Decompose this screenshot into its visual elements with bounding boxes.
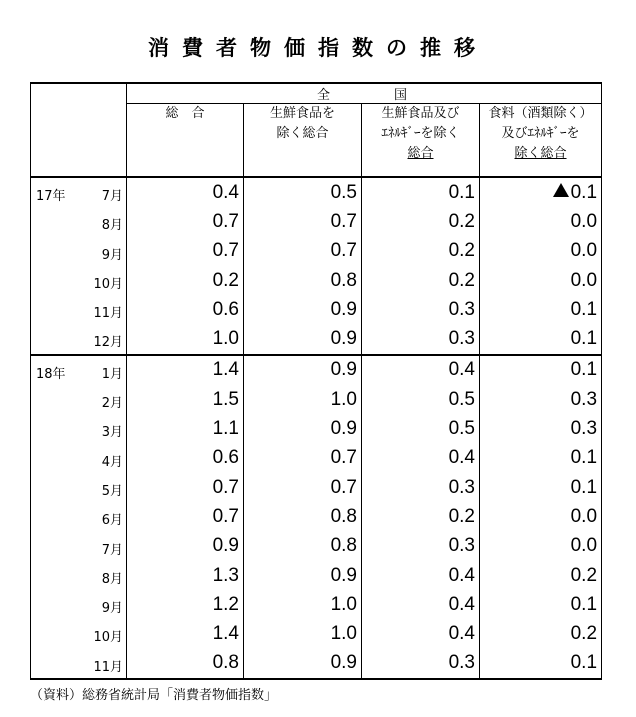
value-cell-col3	[362, 207, 480, 236]
table-row	[31, 444, 602, 473]
value-cell-col1	[127, 207, 244, 236]
value-text: 0.4	[448, 593, 475, 615]
period-label	[31, 355, 127, 385]
period-label	[31, 649, 127, 679]
value-cell-col4	[480, 619, 602, 648]
month-label: 6月	[101, 513, 123, 529]
value-cell-col2	[244, 207, 362, 236]
value-text: 0.0	[570, 269, 598, 291]
table-row	[31, 295, 602, 324]
value-cell-col4	[480, 414, 602, 443]
page-title: 消費者物価指数の推移	[148, 36, 488, 60]
column-header-line: 除く総合	[514, 146, 567, 161]
value-text: 0.7	[212, 476, 239, 498]
value-text: 0.8	[330, 505, 357, 527]
month-label: 4月	[101, 454, 123, 470]
value-cell-col4	[480, 355, 602, 385]
value-cell-col2	[244, 561, 362, 590]
value-cell-col1	[127, 355, 244, 385]
value-text: 0.7	[212, 505, 239, 527]
value-cell-col4	[480, 385, 602, 414]
value-text: 0.1	[570, 298, 598, 320]
value-text: 0.9	[330, 418, 357, 440]
column-header-line: 除く総合	[276, 126, 329, 141]
month-label: 3月	[101, 425, 123, 441]
value-cell-col2	[244, 237, 362, 266]
table-row	[31, 502, 602, 531]
value-text: 0.2	[448, 210, 475, 232]
value-text: 0.2	[570, 623, 598, 645]
column-header-line: 食料（酒類除く）	[488, 106, 593, 121]
value-cell-col3	[362, 355, 480, 385]
value-text: 0.6	[212, 447, 239, 469]
value-text: 0.9	[330, 652, 357, 674]
value-text: 0.7	[330, 210, 357, 232]
table-row	[31, 385, 602, 414]
period-label	[31, 473, 127, 502]
column-header-line: 総合	[407, 146, 434, 161]
month-label: 12月	[93, 335, 123, 351]
value-cell-col4	[480, 295, 602, 324]
value-cell-col2	[244, 649, 362, 679]
month-label: 5月	[101, 483, 123, 499]
column-header-line: ｴﾈﾙｷﾞｰを除く	[381, 126, 460, 141]
value-cell-col2	[244, 295, 362, 324]
table-row	[31, 266, 602, 295]
value-text: 0.1	[570, 593, 598, 615]
month-label: 11月	[93, 306, 123, 322]
period-label	[31, 385, 127, 414]
value-cell-col2	[244, 266, 362, 295]
value-text: 0.4	[448, 623, 475, 645]
value-cell-col4	[480, 266, 602, 295]
value-text: 0.1	[570, 476, 598, 498]
value-cell-col1	[127, 385, 244, 414]
month-label: 7月	[101, 542, 123, 558]
value-cell-col1	[127, 532, 244, 561]
value-text: 0.5	[448, 418, 475, 440]
value-text: 1.4	[212, 623, 239, 645]
value-cell-col1	[127, 619, 244, 648]
column-header-line: 生鮮食品を	[269, 106, 335, 121]
value-text: 0.9	[330, 359, 357, 381]
value-cell-col4	[480, 237, 602, 266]
value-text: 0.7	[212, 240, 239, 262]
value-text: 0.3	[448, 298, 475, 320]
period-label	[31, 619, 127, 648]
cpi-table	[30, 82, 602, 680]
table-row	[31, 324, 602, 354]
value-text: 0.0	[570, 535, 598, 557]
value-cell-col3	[362, 237, 480, 266]
value-cell-col3	[362, 502, 480, 531]
value-text: 0.3	[448, 476, 475, 498]
value-text: 0.7	[330, 240, 357, 262]
value-cell-col1	[127, 324, 244, 354]
value-cell-col2	[244, 324, 362, 354]
value-text: 0.5	[330, 181, 357, 203]
value-text: 0.9	[330, 328, 357, 350]
value-text: 0.0	[570, 505, 598, 527]
period-label	[31, 532, 127, 561]
value-text: 0.4	[448, 447, 475, 469]
period-label	[31, 414, 127, 443]
value-cell-col3	[362, 619, 480, 648]
period-label	[31, 295, 127, 324]
value-cell-col4	[480, 473, 602, 502]
month-label: 11月	[93, 659, 123, 675]
period-label	[31, 237, 127, 266]
value-text: 0.3	[570, 418, 598, 440]
table-row	[31, 355, 602, 385]
value-cell-col3	[362, 414, 480, 443]
value-cell-col3	[362, 590, 480, 619]
value-text: 1.2	[212, 593, 239, 615]
value-cell-col2	[244, 444, 362, 473]
value-text: 0.1	[448, 181, 475, 203]
value-text: 0.7	[330, 447, 357, 469]
value-text: 0.1	[570, 181, 598, 203]
value-cell-col3	[362, 266, 480, 295]
month-label: 10月	[93, 276, 123, 292]
value-text: 0.5	[448, 388, 475, 410]
period-label	[31, 561, 127, 590]
value-text: 0.9	[330, 564, 357, 586]
table-row	[31, 619, 602, 648]
value-cell-col1	[127, 266, 244, 295]
value-text: 0.2	[448, 240, 475, 262]
value-text: 0.1	[570, 447, 598, 469]
value-cell-col2	[244, 385, 362, 414]
value-text: 0.8	[330, 535, 357, 557]
value-cell-col4	[480, 532, 602, 561]
value-text: 0.4	[448, 564, 475, 586]
value-cell-col4	[480, 177, 602, 207]
value-text: 0.7	[330, 476, 357, 498]
value-cell-col3	[362, 177, 480, 207]
value-cell-col1	[127, 649, 244, 679]
table-row	[31, 590, 602, 619]
value-cell-col2	[244, 177, 362, 207]
value-cell-col1	[127, 295, 244, 324]
value-text: 0.0	[570, 240, 598, 262]
value-text: 0.3	[448, 652, 475, 674]
negative-triangle-icon	[553, 183, 569, 197]
value-text: 0.9	[212, 535, 239, 557]
value-text: 0.8	[212, 652, 239, 674]
value-cell-col3	[362, 324, 480, 354]
year-label: 18年	[36, 366, 66, 382]
value-text: 1.0	[330, 593, 357, 615]
value-text: 0.3	[448, 535, 475, 557]
value-text: 1.3	[212, 564, 239, 586]
value-cell-col1	[127, 502, 244, 531]
value-text: 1.0	[330, 388, 357, 410]
month-label: 8月	[101, 218, 123, 234]
year-label: 17年	[36, 189, 66, 204]
column-header-2	[244, 104, 362, 178]
table-row	[31, 207, 602, 236]
column-header-line: 生鮮食品及び	[381, 106, 460, 121]
table-row	[31, 414, 602, 443]
value-text: 1.1	[212, 418, 239, 440]
value-cell-col3	[362, 295, 480, 324]
value-cell-col4	[480, 207, 602, 236]
value-cell-col2	[244, 355, 362, 385]
value-cell-col1	[127, 561, 244, 590]
value-cell-col2	[244, 532, 362, 561]
table-row	[31, 561, 602, 590]
value-text: 0.2	[570, 564, 598, 586]
value-text: 0.3	[570, 388, 598, 410]
column-header-4	[480, 104, 602, 178]
table-row	[31, 237, 602, 266]
value-cell-col2	[244, 619, 362, 648]
value-cell-col3	[362, 649, 480, 679]
value-cell-col3	[362, 532, 480, 561]
value-cell-col1	[127, 473, 244, 502]
column-header-1	[127, 104, 244, 178]
value-cell-col4	[480, 590, 602, 619]
month-label: 9月	[101, 601, 123, 617]
value-cell-col4	[480, 324, 602, 354]
value-cell-col2	[244, 473, 362, 502]
value-cell-col2	[244, 414, 362, 443]
month-label: 2月	[101, 396, 123, 412]
group-header: 全 国	[127, 83, 602, 104]
value-text: 0.2	[448, 269, 475, 291]
value-cell-col2	[244, 502, 362, 531]
value-text: 0.1	[570, 652, 598, 674]
value-cell-col3	[362, 385, 480, 414]
period-label	[31, 502, 127, 531]
period-label	[31, 177, 127, 207]
value-cell-col3	[362, 444, 480, 473]
value-text: 1.0	[330, 623, 357, 645]
value-text: 0.1	[570, 328, 598, 350]
value-text: 0.8	[330, 269, 357, 291]
table-row	[31, 177, 602, 207]
column-header-line: 及びｴﾈﾙｷﾞｰを	[501, 126, 580, 141]
value-cell-col3	[362, 561, 480, 590]
month-label: 7月	[101, 189, 123, 204]
value-text: 0.0	[570, 210, 598, 232]
value-cell-col4	[480, 502, 602, 531]
period-label	[31, 324, 127, 354]
value-cell-col2	[244, 590, 362, 619]
value-text: 0.1	[570, 359, 598, 381]
value-text: 0.9	[330, 298, 357, 320]
table-row	[31, 532, 602, 561]
column-header-line: 総 合	[165, 106, 205, 121]
month-label: 8月	[101, 571, 123, 587]
value-text: 0.3	[448, 328, 475, 350]
value-cell-col1	[127, 414, 244, 443]
month-label: 10月	[93, 630, 123, 646]
value-cell-col1	[127, 177, 244, 207]
month-label: 1月	[101, 366, 123, 382]
value-text: 1.4	[212, 359, 239, 381]
value-cell-col3	[362, 473, 480, 502]
table-row	[31, 649, 602, 679]
period-label	[31, 266, 127, 295]
value-text: 0.2	[448, 505, 475, 527]
value-text: 0.6	[212, 298, 239, 320]
period-label	[31, 590, 127, 619]
period-label	[31, 207, 127, 236]
value-cell-col1	[127, 590, 244, 619]
value-cell-col1	[127, 237, 244, 266]
value-text: 0.4	[212, 181, 239, 203]
value-text: 0.2	[212, 269, 239, 291]
value-text: 1.0	[212, 328, 239, 350]
corner-cell	[31, 83, 127, 177]
table-row	[31, 473, 602, 502]
value-text: 0.7	[212, 210, 239, 232]
value-text: 1.5	[212, 388, 239, 410]
value-text: 0.4	[448, 359, 475, 381]
value-cell-col4	[480, 444, 602, 473]
period-label	[31, 444, 127, 473]
month-label: 9月	[101, 247, 123, 263]
column-header-3	[362, 104, 480, 178]
value-cell-col4	[480, 649, 602, 679]
value-cell-col4	[480, 561, 602, 590]
value-cell-col1	[127, 444, 244, 473]
source-note: （資料）総務省統計局「消費者物価指数」	[30, 688, 278, 703]
